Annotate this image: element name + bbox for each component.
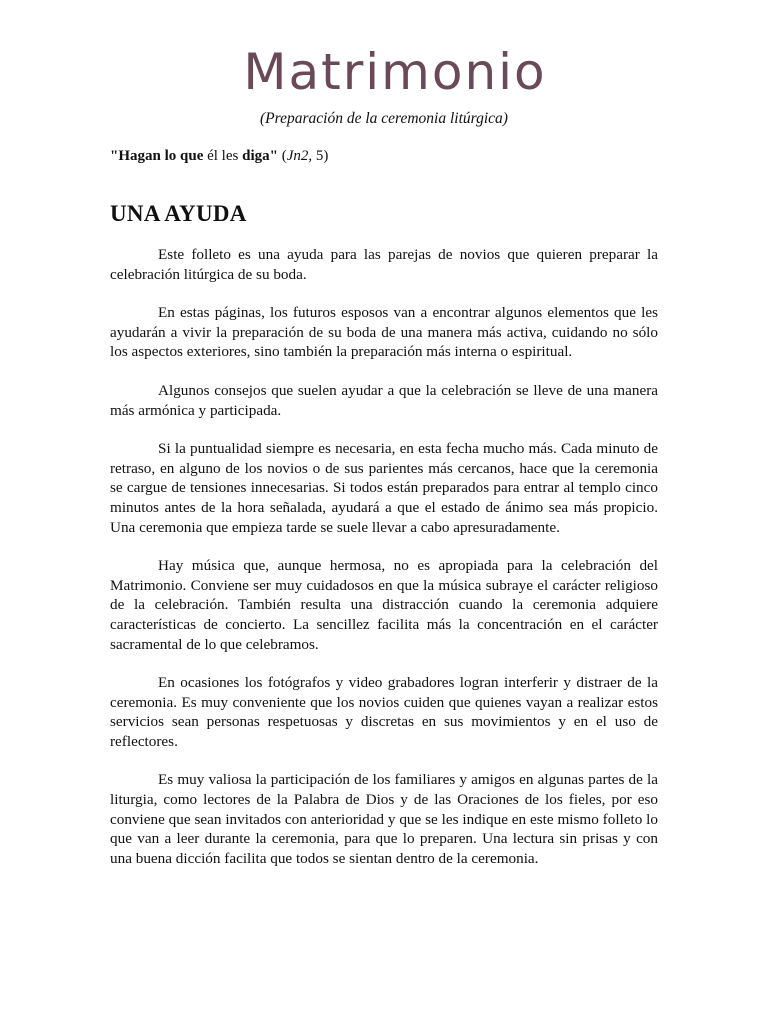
quote-ref-book: Jn2, <box>286 148 313 164</box>
paragraph: En estas páginas, los futuros esposos van a encontrar algunos elementos que les ayudarán a vivir la preparación de su boda de una manera más activa, cuidando no sólo los aspectos exteriores, sino también la preparación más interna o espiritual. <box>110 304 658 361</box>
body-text <box>110 245 658 887</box>
quote-ref-rest: 5) <box>312 148 329 164</box>
paragraph: Este folleto es una ayuda para las parejas de novios que quieren preparar la celebración litúrgica de su boda. <box>110 246 658 283</box>
paragraph: En ocasiones los fotógrafos y video grabadores logran interferir y distraer de la ceremonia. Es muy conveniente que los novios cuiden que quienes vayan a realizar estos servicios sean personas respetuosas y discretas en sus movimientos y en el uso de reflectores. <box>110 674 658 750</box>
section-heading: UNA AYUDA <box>110 201 247 226</box>
scripture-quote <box>110 148 328 165</box>
document-subtitle: (Preparación de la ceremonia litúrgica) <box>260 110 508 127</box>
paragraph: Si la puntualidad siempre es necesaria, en esta fecha mucho más. Cada minuto de retraso, en alguno de los novios o de sus parientes más cercanos, hace que la ceremonia se cargue de tensiones innecesarias. Si todos están preparados para entrar al templo cinco minutos antes de la hora señalada, ayudará a que el estado de ánimo sea más propicio. Una ceremonia que empieza tarde se suele llevar a cabo apresuradamente. <box>110 440 658 536</box>
quote-open: "Hagan lo que <box>110 148 208 164</box>
quote-middle: él les <box>207 148 243 164</box>
paragraph: Hay música que, aunque hermosa, no es apropiada para la celebración del Matrimonio. Conviene ser muy cuidadosos en que la música subraye el carácter religioso de la celebración. También resulta una distracción cuando la ceremonia adquiere características de concierto. La sencillez facilita más la concentración en el carácter sacramental de lo que celebramos. <box>110 557 658 653</box>
title-logo <box>210 38 580 106</box>
quote-ref-open: ( <box>277 148 287 164</box>
document-title: Matrimonio <box>243 43 547 101</box>
paragraph: Es muy valiosa la participación de los familiares y amigos en algunas partes de la liturgia, como lectores de la Palabra de Dios y de las Oraciones de los fieles, por eso conviene que sean invitados con anterioridad y que se les indique en este mismo folleto lo que van a leer durante la ceremonia, para que lo preparen. Una lectura sin prisas y con una buena dicción facilita que todos se sientan dentro de la ceremonia. <box>110 771 658 867</box>
quote-end: diga" <box>242 148 278 164</box>
paragraph: Algunos consejos que suelen ayudar a que la celebración se lleve de una manera más armónica y participada. <box>110 381 658 419</box>
